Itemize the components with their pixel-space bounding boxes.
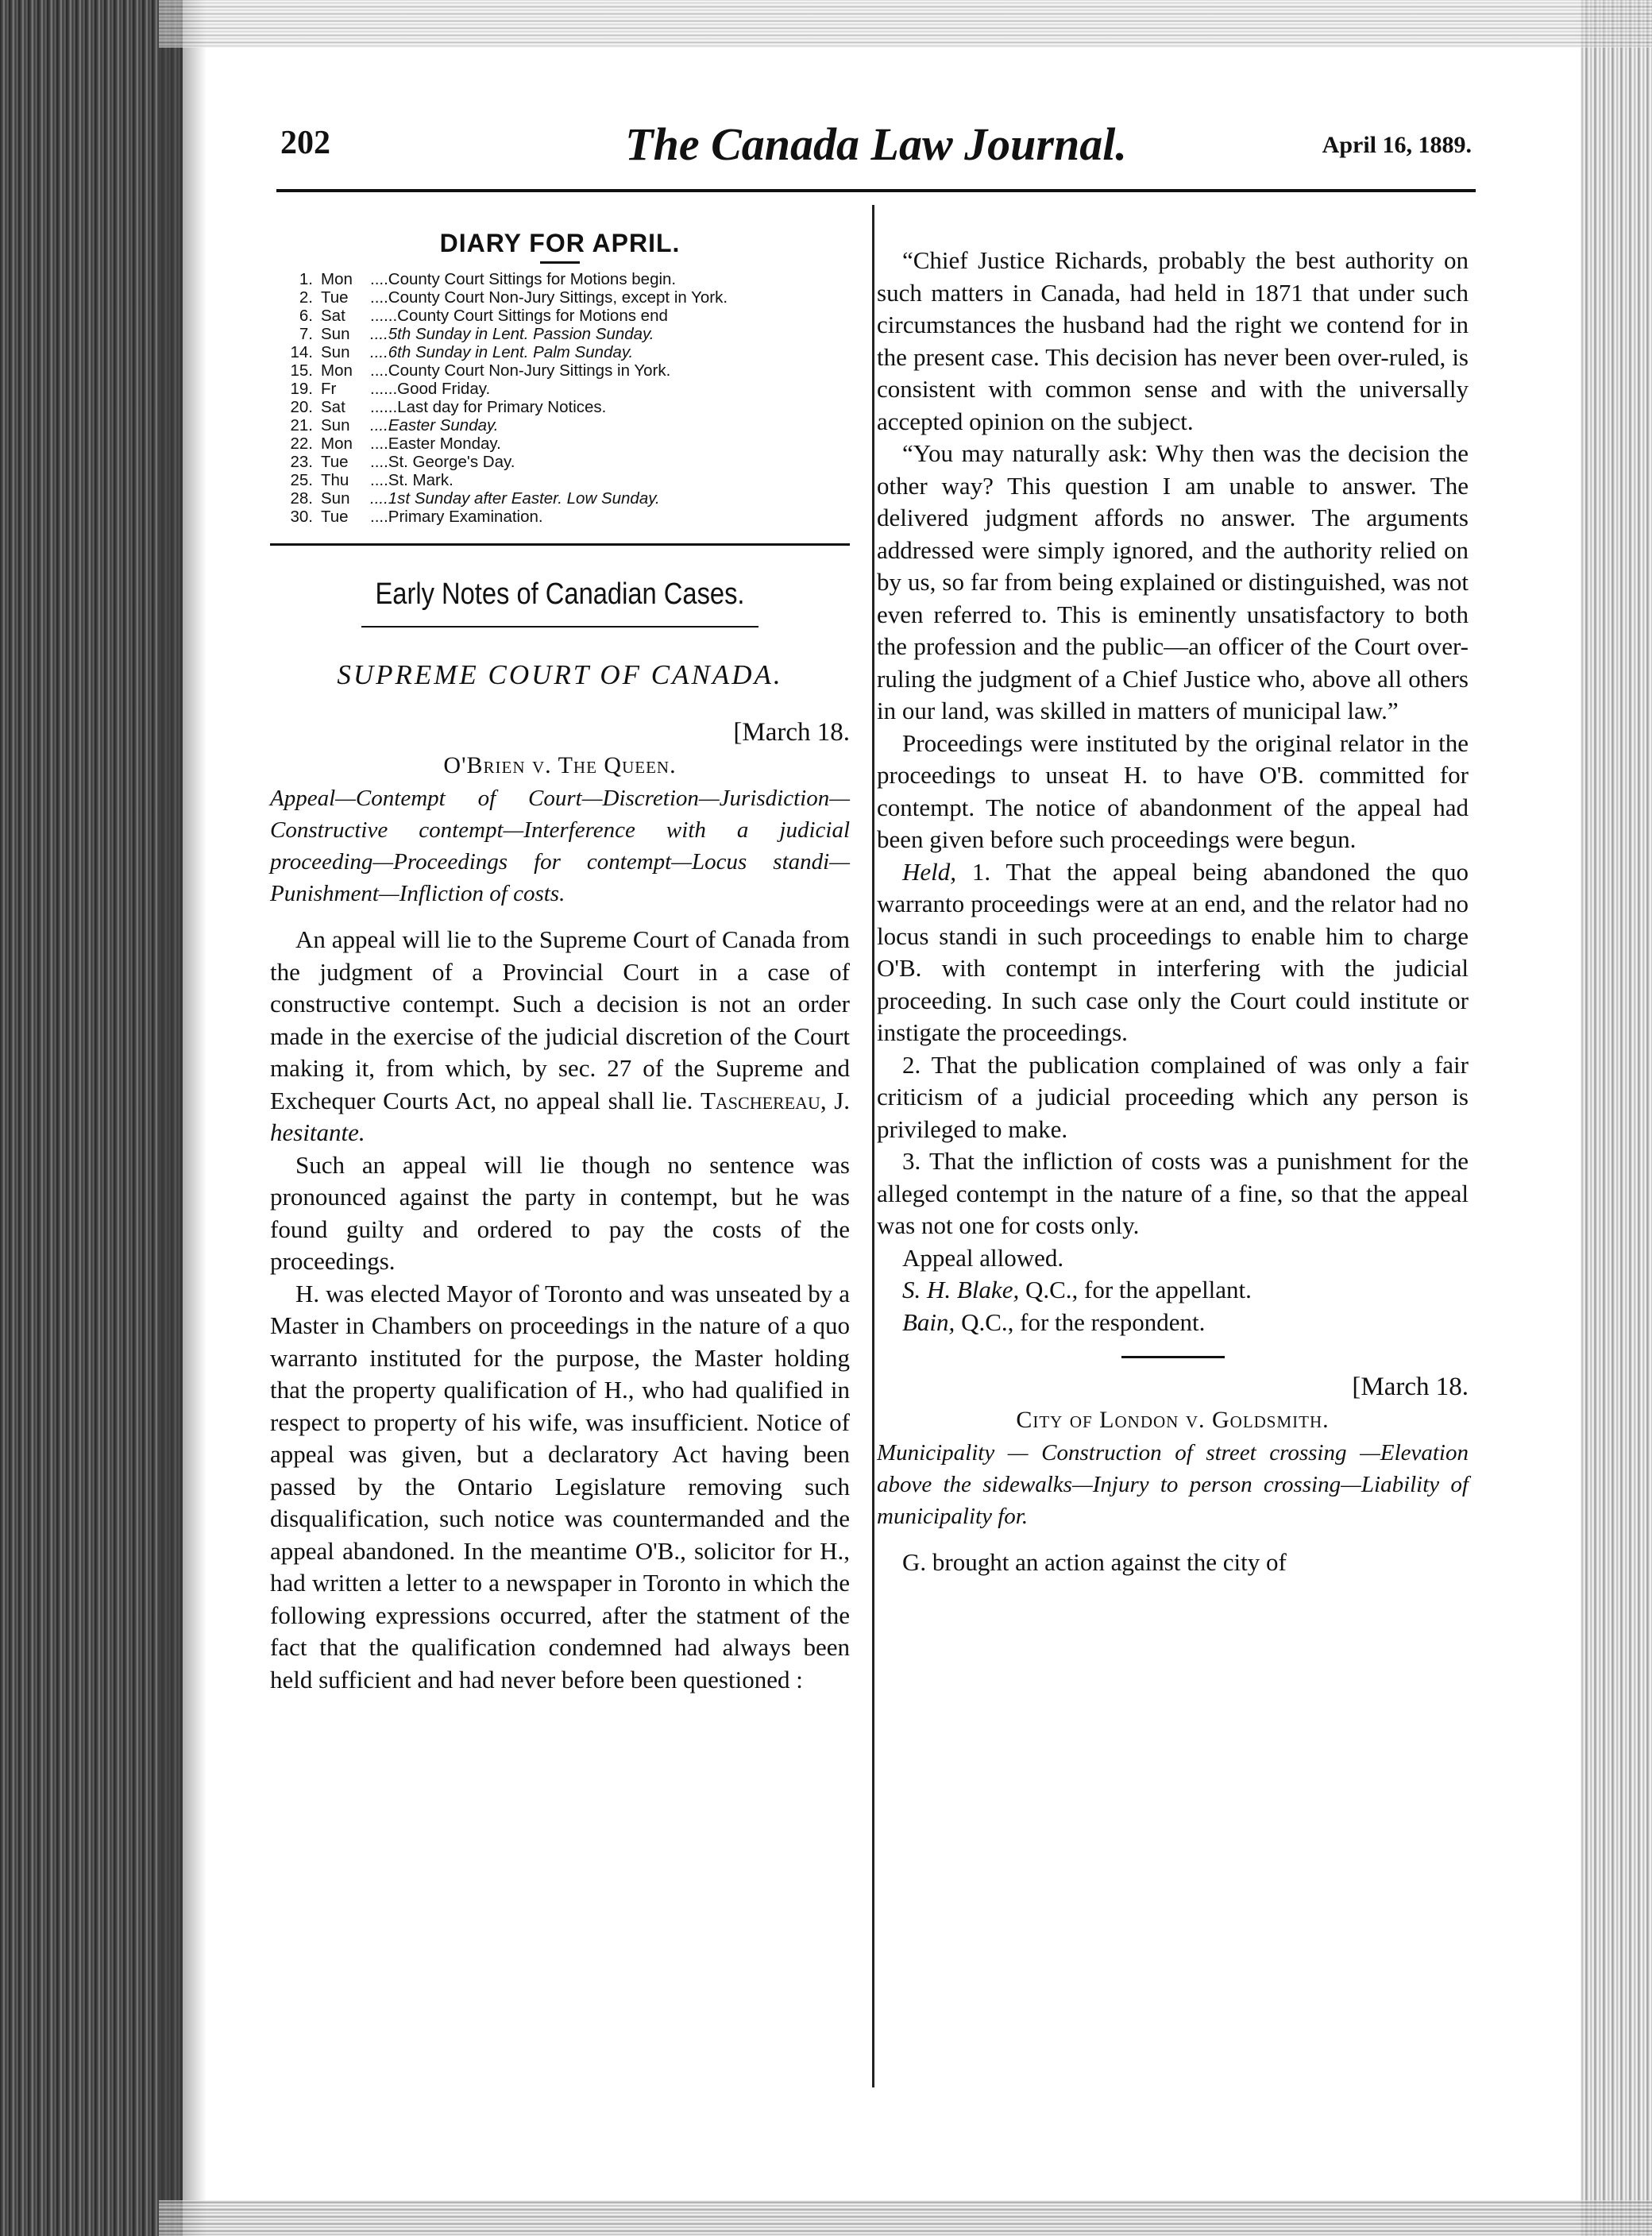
case1-counsel [877, 1307, 1469, 1339]
diary-entry-event: ....County Court Non-Jury Sittings, except in York. [370, 288, 728, 307]
diary-entry-num: 20. [290, 398, 313, 416]
diary-entry-day: Tue [321, 453, 349, 471]
case-separator-rule [1121, 1356, 1225, 1358]
diary-entry [286, 508, 850, 526]
diary-entry [286, 288, 850, 307]
diary-entry-day: Mon [321, 270, 353, 288]
right-column [877, 245, 1469, 1579]
diary-title: DIARY FOR APRIL. [439, 229, 681, 257]
diary-entry-num: 28. [290, 489, 313, 508]
diary-entry-num: 2. [299, 288, 313, 307]
holding-text: 1. That the appeal being abandoned the quo warranto proceedings were at an end, and the relator had no locus standi in such proceedings to enable him to charge O'B. with contempt in interfering with the judicial proceeding. In such case only the Court could institute or instigate the proceedings. [877, 857, 1469, 1046]
case2-headnote: Municipality — Construction of street crossing —Elevation above the sidewalks—Injury to person crossing—Liability of municipality for. [877, 1440, 1469, 1529]
diary-entry [286, 471, 850, 489]
diary-entry-num: 30. [290, 508, 313, 526]
counsel-name: Bain, [902, 1307, 955, 1336]
case1-holding: 2. That the publication complained of was only a fair criticism of a judicial proceeding which any person is privileged to make. [877, 1050, 1469, 1143]
diary-entry-num: 1. [299, 270, 313, 288]
diary-entry-day: Fr [321, 380, 337, 398]
diary-entry-num: 23. [290, 453, 313, 471]
diary-entry [286, 434, 850, 453]
page-number: 202 [280, 125, 330, 161]
case1-paragraph: H. was elected Mayor of Toronto and was unseated by a Master in Chambers on proceedings in the nature of a quo warranto instituted for the purpose, the Master holding that the property qualification of H., who had qualified in respect to property of his wife, was insufficient. Notice of appeal was given, but a declaratory Act having been passed by the Ontario Legislature removing such disqualification, such notice was countermanded and the appeal abandoned. In the meantime O'B., solicitor for H., had written a letter to a newspaper in Toronto in which the following expressions occurred, after the statment of the fact that the qualification condemned had always been held sufficient and had never before been questioned : [270, 1279, 850, 1693]
diary-entry-day: Sat [321, 398, 345, 416]
diary-entry-num: 15. [290, 361, 313, 380]
scan-binding-edge [0, 0, 183, 2236]
case1-headnote: Appeal—Contempt of Court—Discretion—Jurisdiction—Constructive contempt—Interference with a judicial proceeding—Proceedings for contempt—Locus standi—Punishment—Infliction of costs. [270, 786, 850, 906]
diary-entry-day: Sun [321, 343, 350, 361]
case1-holding: 3. That the infliction of costs was a punishment for the alleged contempt in the nature of a fine, so that the appeal was not one for costs only. [877, 1147, 1469, 1239]
diary-entry [286, 380, 850, 398]
diary-entry [286, 398, 850, 416]
diary-entry-num: 22. [290, 434, 313, 453]
diary-entry-event: ....Easter Monday. [370, 434, 501, 453]
case1-date: [March 18. [733, 718, 850, 747]
diary-entry-day: Sun [321, 416, 350, 434]
case2-name: City of London v. Goldsmith. [1016, 1407, 1330, 1433]
diary-entry [286, 270, 850, 288]
journal-title: The Canada Law Journal. [625, 118, 1127, 170]
scan-binding-shadow [159, 0, 206, 2236]
diary-entry-num: 19. [290, 380, 313, 398]
diary-entry-day: Tue [321, 508, 349, 526]
case1-result: Appeal allowed. [902, 1243, 1064, 1272]
page-header [276, 118, 1476, 181]
diary-entry-day: Sun [321, 489, 350, 508]
case1-quote: “Chief Justice Richards, probably the best authority on such matters in Canada, had held in 1871 that under such circumstances the husband had the right we contend for in the present case. This decision has never been over-ruled, is consistent with common sense and with the universally accepted opinion on the subject. [877, 246, 1469, 435]
judge-remark: hesitante. [270, 1118, 365, 1146]
section-title-rule [361, 626, 758, 628]
diary-entry-event: ....Easter Sunday. [370, 416, 499, 434]
case1-counsel [877, 1274, 1469, 1307]
diary-entry-event: ......Last day for Primary Notices. [370, 398, 607, 416]
diary-entry-day: Mon [321, 361, 353, 380]
diary-entry [286, 343, 850, 361]
header-rule [276, 189, 1476, 192]
diary-entry-event: ......Good Friday. [370, 380, 491, 398]
diary-entry [286, 361, 850, 380]
case1-paragraph-text: An appeal will lie to the Supreme Court of Canada from the judgment of a Provincial Court in a case of constructive contempt. Such a decision is not an order made in the exercise of the judicial discretion of the Court making it, from which, by sec. 27 of the Supreme and Exchequer Courts Act, no appeal shall lie. [270, 925, 850, 1114]
column-divider [872, 205, 874, 2087]
diary-entry-event: ....1st Sunday after Easter. Low Sunday. [370, 489, 660, 508]
diary-entry-event: ....County Court Sittings for Motions begin. [370, 270, 677, 288]
diary-entry-event: ....St. George's Day. [370, 453, 515, 471]
diary-entry-day: Mon [321, 434, 353, 453]
diary-entry-num: 14. [290, 343, 313, 361]
issue-date: April 16, 1889. [1322, 132, 1472, 158]
diary-entry-event: ....County Court Non-Jury Sittings in York. [370, 361, 671, 380]
diary-entry-event: ....St. Mark. [370, 471, 454, 489]
case1-quote: “You may naturally ask: Why then was the decision the other way? This question I am unable to answer. The delivered judgment affords no answer. The arguments addressed were simply ignored, and the authority relied on by us, so far from being explained or distinguished, was not even referred to. This is eminently unsatisfactory to both the profession and the public—an officer of the Court over-ruling the judgment of a Chief Justice who, above all others in our land, was skilled in matters of municipal law.” [877, 439, 1469, 724]
diary-entry [286, 416, 850, 434]
diary-entry-day: Sun [321, 325, 350, 343]
diary-entry-event: ....Primary Examination. [370, 508, 543, 526]
section-title: Early Notes of Canadian Cases. [375, 577, 745, 611]
diary-entry-event: ....5th Sunday in Lent. Passion Sunday. [370, 325, 654, 343]
diary-list [270, 270, 850, 526]
diary-entry-day: Sat [321, 307, 345, 325]
counsel-role: Q.C., for the appellant. [1019, 1276, 1252, 1303]
diary-entry-num: 6. [299, 307, 313, 325]
left-column [270, 214, 850, 1696]
scan-bottom-edge [159, 2200, 1652, 2236]
counsel-name: S. H. Blake, [902, 1276, 1020, 1303]
case1-paragraph: Proceedings were instituted by the original relator in the proceedings to unseat H. to have O'B. committed for contempt. The notice of abandonment of the appeal had been given before such proceedings were begun. [877, 728, 1469, 853]
case1-paragraph: Such an appeal will lie though no sentence was pronounced against the party in contempt, but he was found guilty and ordered to pay the costs of the proceedings. [270, 1150, 850, 1275]
case1-holding [877, 856, 1469, 1049]
diary-entry-day: Thu [321, 471, 349, 489]
case1-paragraph [270, 924, 850, 1149]
counsel-role: Q.C., for the respondent. [955, 1307, 1206, 1336]
diary-bottom-rule [270, 543, 850, 546]
diary-entry-day: Tue [321, 288, 349, 307]
diary-entry-event: ......County Court Sittings for Motions end [370, 307, 668, 325]
diary-entry-num: 21. [290, 416, 313, 434]
judge-name: Taschereau, J. [700, 1086, 851, 1114]
held-label: Held, [902, 857, 957, 886]
court-title: SUPREME COURT OF CANADA. [337, 659, 783, 690]
diary-entry-event: ....6th Sunday in Lent. Palm Sunday. [370, 343, 634, 361]
scan-right-edge [1581, 0, 1652, 2236]
diary-title-rule [540, 261, 580, 264]
case2-date: [March 18. [1352, 1373, 1469, 1401]
diary-entry-num: 7. [299, 325, 313, 343]
case1-name: O'Brien v. The Queen. [443, 752, 677, 778]
diary-entry [286, 489, 850, 508]
diary-entry [286, 307, 850, 325]
scan-top-edge [159, 0, 1652, 48]
diary-entry-num: 25. [290, 471, 313, 489]
case2-paragraph: G. brought an action against the city of [902, 1548, 1287, 1576]
diary-entry [286, 453, 850, 471]
diary-entry [286, 325, 850, 343]
